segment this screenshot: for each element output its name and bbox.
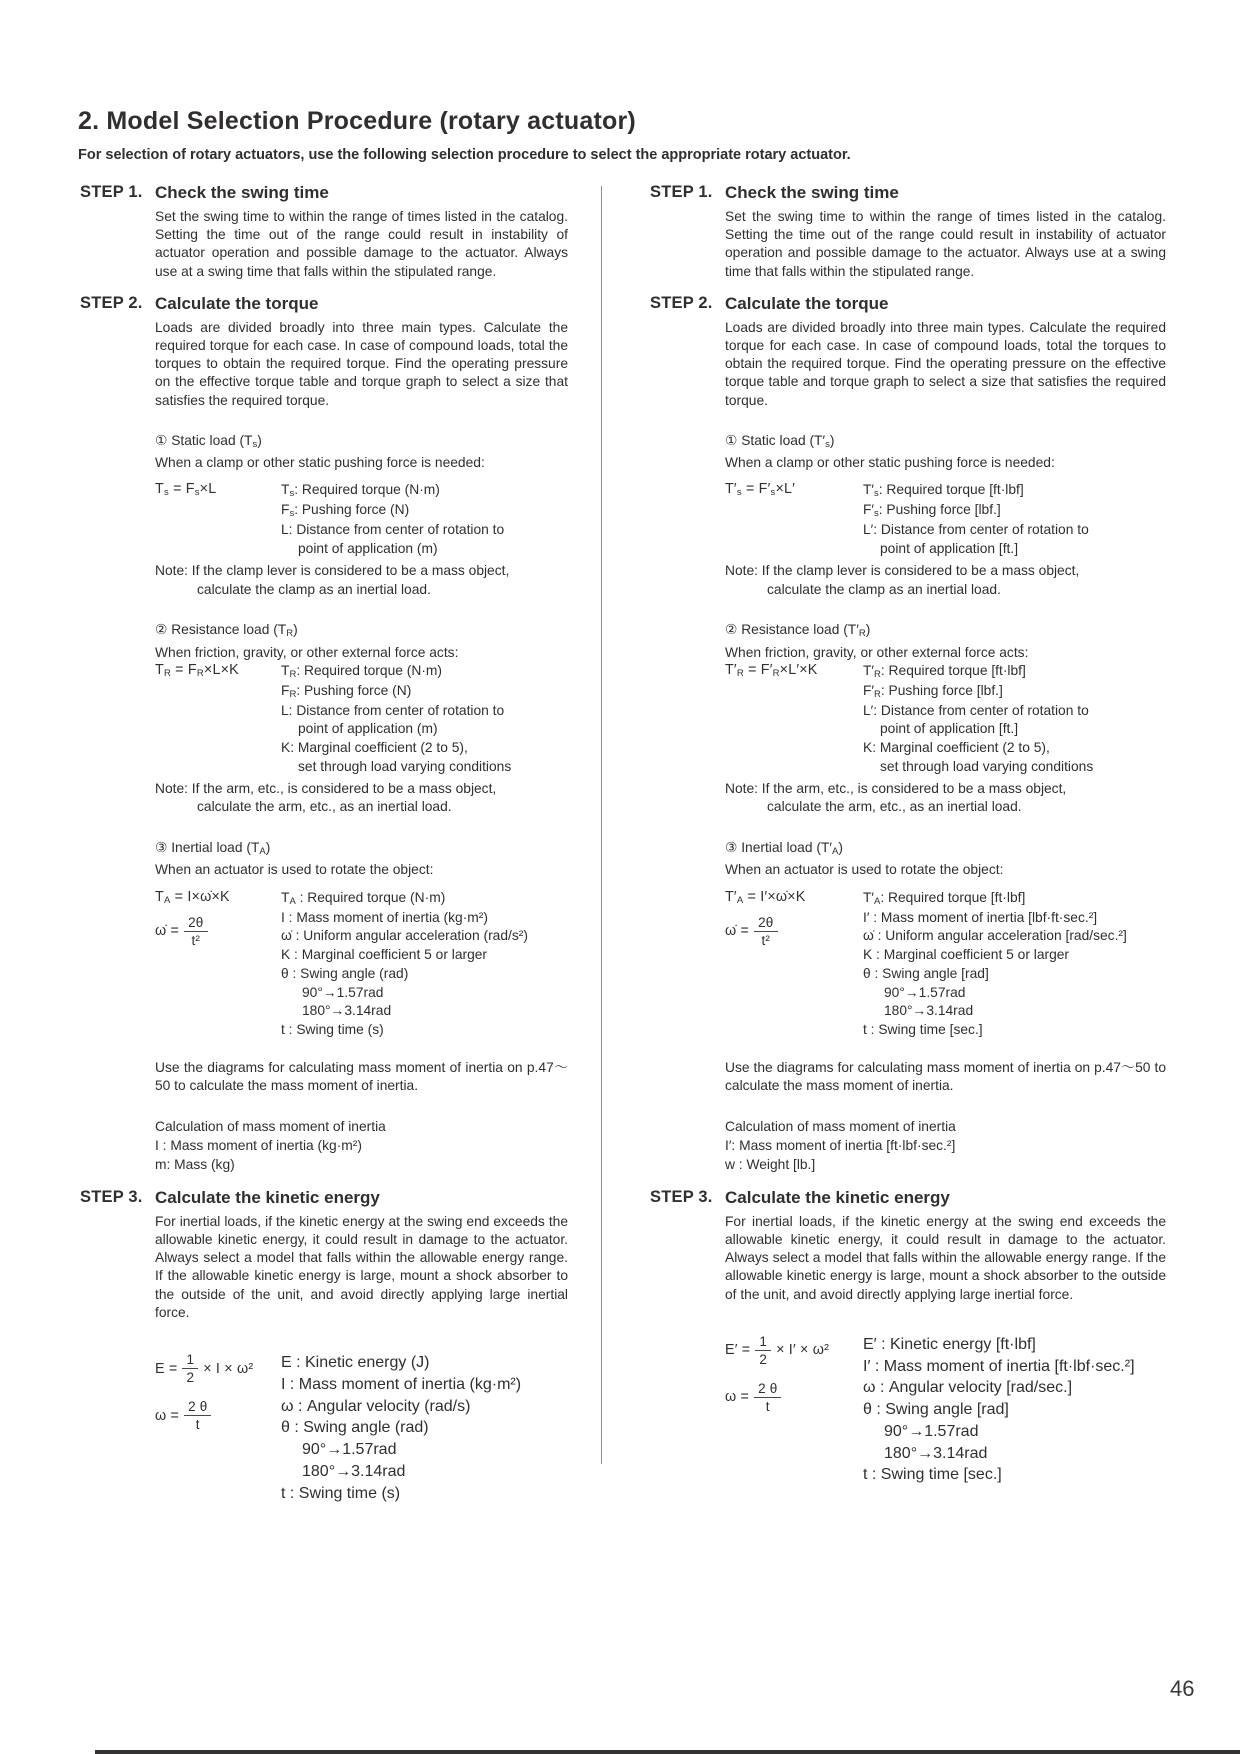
text-line: ω̇ : Uniform angular acceleration (rad/s²) bbox=[281, 928, 528, 944]
formula-rhs: × I × ω² bbox=[203, 1360, 254, 1377]
static-load-heading: ① Static load $(T'_s)$ bbox=[725, 432, 835, 450]
text-line: L: Distance from center of rotation to bbox=[281, 522, 505, 538]
inertial-load-formula: $T'_A$ = I′×ω̇×K bbox=[725, 888, 806, 906]
text-line: Note: If the clamp lever is considered to be a mass object, bbox=[155, 562, 510, 578]
text-line: K : Marginal coefficient 5 or larger bbox=[863, 947, 1070, 963]
text-line: 90°→1.57rad bbox=[302, 1441, 397, 1459]
step2-section-imperial bbox=[650, 294, 1166, 1175]
text-line: calculate the arm, etc., as an inertial load. bbox=[197, 799, 452, 815]
fraction-denominator: t² bbox=[761, 932, 771, 948]
text-line: point of application [ft.] bbox=[880, 721, 1019, 737]
step3-title: Calculate the kinetic energy bbox=[155, 1187, 380, 1207]
text-line: t : Swing time [sec.] bbox=[863, 1022, 983, 1038]
angular-acceleration-formula bbox=[725, 915, 863, 948]
inertial-load-formula: $T_A$ = I×ω̇×K bbox=[155, 888, 230, 906]
resistance-load-intro: When friction, gravity, or other external force acts: bbox=[725, 644, 1029, 660]
step2-label: STEP 2. bbox=[80, 293, 143, 312]
step3-label: STEP 3. bbox=[650, 1187, 713, 1206]
fraction bbox=[182, 1352, 198, 1385]
intro-text: For selection of rotary actuators, use the following selection procedure to select the appropriate rotary actuator. bbox=[78, 147, 851, 163]
text-line: I : Mass moment of inertia (kg·m²) bbox=[281, 1375, 522, 1393]
text-line: ω : Angular velocity [rad/sec.] bbox=[863, 1379, 1073, 1397]
text-line: 90°→1.57rad bbox=[302, 984, 384, 1000]
step2-section-si bbox=[80, 294, 568, 1175]
text-line: calculate the clamp as an inertial load. bbox=[767, 581, 1001, 597]
step3-heading-imperial bbox=[650, 1188, 1166, 1208]
text-line: $T'_A$: Required torque [ft·lbf] bbox=[863, 889, 1026, 907]
resistance-load-block bbox=[155, 620, 568, 817]
mass-moment-calc-block bbox=[155, 1117, 568, 1175]
fraction-denominator: 2 bbox=[759, 1351, 768, 1367]
text-line: K: Marginal coefficient (2 to 5), bbox=[863, 740, 1050, 756]
text-line: I′ : Mass moment of inertia [lbf·ft·sec.²] bbox=[863, 909, 1098, 925]
step3-section-imperial bbox=[650, 1188, 1166, 1486]
text-line: set through load varying conditions bbox=[880, 758, 1094, 774]
text-line: E′ : Kinetic energy [ft·lbf] bbox=[863, 1335, 1036, 1353]
fraction bbox=[754, 1381, 781, 1414]
text-line: θ : Swing angle [rad] bbox=[863, 1401, 1009, 1419]
static-load-definitions bbox=[281, 481, 568, 558]
step3-section-si bbox=[80, 1188, 568, 1504]
resistance-load-heading: ② Resistance load $(T'_R)$ bbox=[725, 622, 871, 640]
inertial-load-block bbox=[155, 838, 568, 1040]
formula-lhs: ω̇ = bbox=[155, 923, 180, 940]
resistance-load-heading: ② Resistance load $(T_R)$ bbox=[155, 622, 298, 640]
text-line: point of application [ft.] bbox=[880, 541, 1019, 556]
text-line: L′: Distance from center of rotation to bbox=[863, 522, 1089, 538]
angular-velocity-formula bbox=[725, 1381, 863, 1414]
static-load-block bbox=[155, 431, 568, 599]
static-load-formula: $T_s = F_s\times L$ bbox=[155, 481, 217, 499]
text-line: t : Swing time [sec.] bbox=[863, 1466, 1002, 1484]
step1-body: Set the swing time to within the range of times listed in the catalog. Setting the time out of the range could result in instability of actuator operation and possible damage to the actuator. Always use at a swing time that falls within the stipulated range. bbox=[155, 209, 568, 279]
text-line: 180°→3.14rad bbox=[884, 1003, 974, 1019]
fraction-numerator: 2 θ bbox=[184, 1399, 211, 1416]
formula-lhs: ω̇ = bbox=[725, 923, 750, 940]
text-line: ω : Angular velocity (rad/s) bbox=[281, 1397, 471, 1415]
text-line: $F'_s$: Pushing force [lbf.] bbox=[863, 502, 1001, 520]
kinetic-energy-formula bbox=[155, 1352, 281, 1385]
inertial-load-intro: When an actuator is used to rotate the object: bbox=[155, 862, 434, 878]
angular-acceleration-formula bbox=[155, 915, 281, 948]
fraction-numerator: 2θ bbox=[184, 915, 207, 932]
step1-heading-imperial bbox=[650, 183, 1166, 203]
column-si-units bbox=[80, 183, 568, 1517]
fraction bbox=[184, 915, 207, 948]
text-line: set through load varying conditions bbox=[298, 758, 512, 774]
text-line: calculate the clamp as an inertial load. bbox=[197, 581, 431, 597]
text-line: t : Swing time (s) bbox=[281, 1022, 384, 1038]
fraction-numerator: 1 bbox=[755, 1334, 771, 1351]
static-load-formula: $T'_s = F'_s\times L'$ bbox=[725, 481, 796, 499]
text-line: L: Distance from center of rotation to bbox=[281, 702, 505, 718]
mass-moment-calc-block bbox=[725, 1117, 1166, 1175]
text-line: θ : Swing angle (rad) bbox=[281, 965, 409, 981]
formula-lhs: ω = bbox=[725, 1389, 750, 1406]
fraction-denominator: t bbox=[765, 1398, 770, 1414]
text-line: t : Swing time (s) bbox=[281, 1484, 401, 1502]
fraction bbox=[755, 1334, 771, 1367]
inertial-load-definitions bbox=[863, 889, 1166, 1040]
step2-body: Loads are divided broadly into three main types. Calculate the required torque for each case. In case of compound loads, total the torques to obtain the required torque. Find the operating pressure on the effective torque table and torque graph to select a size that satisfies the required torque. bbox=[155, 319, 568, 408]
text-line: K: Marginal coefficient (2 to 5), bbox=[281, 740, 468, 756]
text-line: θ : Swing angle [rad] bbox=[863, 965, 989, 981]
page-number: 46 bbox=[1170, 1676, 1195, 1701]
step2-heading-si bbox=[80, 294, 568, 314]
text-line: $T_R$: Required torque (N·m) bbox=[281, 662, 442, 680]
text-line: $T_s$: Required torque (N·m) bbox=[281, 482, 440, 500]
resistance-load-formula: $T'_R = F'_R\times L'\times K$ bbox=[725, 661, 818, 679]
step2-body: Loads are divided broadly into three main types. Calculate the required torque for each case. In case of compound loads, total the torques to obtain the required torque. Find the operating pressure on the effective torque table and torque graph to select a size that satisfies the required torque. bbox=[725, 319, 1166, 408]
fraction-numerator: 2 θ bbox=[754, 1381, 781, 1398]
text-line: L′: Distance from center of rotation to bbox=[863, 702, 1089, 718]
text-line: 180°→3.14rad bbox=[884, 1444, 988, 1462]
fraction-denominator: t bbox=[195, 1417, 200, 1433]
formula-rhs: × I′ × ω² bbox=[776, 1342, 830, 1359]
text-line: I : Mass moment of inertia (kg·m²) bbox=[155, 1138, 362, 1154]
step1-section-si bbox=[80, 183, 568, 281]
mass-moment-calc-title: Calculation of mass moment of inertia bbox=[155, 1119, 386, 1135]
text-line: 180°→3.14rad bbox=[302, 1003, 392, 1019]
text-line: point of application (m) bbox=[298, 541, 438, 556]
resistance-load-block bbox=[725, 620, 1166, 817]
step1-title: Check the swing time bbox=[725, 183, 899, 202]
mass-moment-calc-lines bbox=[725, 1137, 1166, 1175]
formula-lhs: E = bbox=[155, 1360, 178, 1377]
text-line: 180°→3.14rad bbox=[302, 1462, 406, 1480]
kinetic-energy-definitions bbox=[863, 1334, 1166, 1486]
resistance-load-formula: $T_R = F_R\times L\times K$ bbox=[155, 661, 239, 679]
text-line: calculate the arm, etc., as an inertial load. bbox=[767, 799, 1022, 815]
text-line: Note: If the clamp lever is considered to be a mass object, bbox=[725, 562, 1080, 578]
text-line: $T_A$ : Required torque (N·m) bbox=[281, 889, 446, 907]
text-line: $F_R$: Pushing force (N) bbox=[281, 682, 412, 700]
text-line: K : Marginal coefficient 5 or larger bbox=[281, 947, 488, 963]
text-line: I : Mass moment of inertia (kg·m²) bbox=[281, 909, 488, 925]
mass-moment-reference-note: Use the diagrams for calculating mass moment of inertia on p.47～50 to calculate the mass moment of inertia. bbox=[725, 1059, 1166, 1094]
text-line: w : Weight [lb.] bbox=[725, 1157, 816, 1173]
text-line: I′: Mass moment of inertia [ft·lbf·sec.²] bbox=[725, 1138, 956, 1154]
text-line: point of application (m) bbox=[298, 721, 438, 737]
text-line: ω̇ : Uniform angular acceleration [rad/sec.²] bbox=[863, 928, 1127, 944]
step2-title: Calculate the torque bbox=[725, 293, 889, 313]
text-line: m: Mass (kg) bbox=[155, 1157, 235, 1173]
formula-lhs: ω = bbox=[155, 1407, 180, 1424]
text-line: $T'_R$: Required torque [ft·lbf] bbox=[863, 662, 1026, 680]
static-load-intro: When a clamp or other static pushing force is needed: bbox=[155, 455, 485, 471]
static-load-note bbox=[725, 562, 1166, 600]
fraction bbox=[184, 1399, 211, 1432]
fraction-numerator: 2θ bbox=[754, 915, 777, 932]
step3-heading-si bbox=[80, 1188, 568, 1208]
fraction-denominator: t² bbox=[191, 932, 201, 948]
kinetic-energy-formula bbox=[725, 1334, 863, 1367]
static-load-note bbox=[155, 562, 568, 600]
column-imperial-units bbox=[650, 183, 1166, 1499]
resistance-load-note bbox=[725, 780, 1166, 818]
mass-moment-calc-lines bbox=[155, 1137, 568, 1175]
resistance-load-intro: When friction, gravity, or other external force acts: bbox=[155, 644, 459, 660]
text-line: Note: If the arm, etc., is considered to be a mass object, bbox=[155, 780, 497, 796]
column-divider bbox=[601, 186, 602, 1464]
step2-title: Calculate the torque bbox=[155, 293, 319, 313]
fraction-denominator: 2 bbox=[186, 1370, 195, 1386]
step3-body: For inertial loads, if the kinetic energy at the swing end exceeds the allowable kinetic energy, it could result in damage to the actuator. Always select a model that falls within the allowable energy range. If the allowable kinetic energy is large, mount a shock absorber to the outside of the unit, and avoid directly applying large inertial force. bbox=[725, 1213, 1166, 1302]
inertial-load-block bbox=[725, 838, 1166, 1040]
mass-moment-reference-note: Use the diagrams for calculating mass moment of inertia on p.47～50 to calculate the mass moment of inertia. bbox=[155, 1059, 568, 1094]
page-bottom-edge bbox=[95, 1750, 1240, 1754]
fraction bbox=[754, 915, 777, 948]
resistance-load-note bbox=[155, 780, 568, 818]
step1-label: STEP 1. bbox=[80, 183, 143, 201]
kinetic-energy-definitions bbox=[281, 1352, 568, 1504]
text-line: $F'_R$: Pushing force [lbf.] bbox=[863, 682, 1003, 700]
step3-label: STEP 3. bbox=[80, 1187, 143, 1206]
resistance-load-definitions bbox=[863, 662, 1166, 777]
text-line: Note: If the arm, etc., is considered to be a mass object, bbox=[725, 780, 1067, 796]
text-line: 90°→1.57rad bbox=[884, 984, 966, 1000]
step2-heading-imperial bbox=[650, 294, 1166, 314]
fraction-numerator: 1 bbox=[182, 1352, 198, 1369]
mass-moment-calc-title: Calculation of mass moment of inertia bbox=[725, 1119, 956, 1135]
text-line: $F_s$: Pushing force (N) bbox=[281, 502, 410, 520]
text-line: $T'_s$: Required torque [ft·lbf] bbox=[863, 482, 1024, 500]
step2-label: STEP 2. bbox=[650, 293, 713, 312]
angular-velocity-formula bbox=[155, 1399, 281, 1432]
formula-lhs: E′ = bbox=[725, 1342, 751, 1359]
page-title: 2. Model Selection Procedure (rotary actuator) bbox=[78, 106, 636, 135]
step1-body: Set the swing time to within the range of times listed in the catalog. Setting the time out of the range could result in instability of actuator operation and possible damage to the actuator. Always use at a swing time that falls within the stipulated range. bbox=[725, 209, 1166, 279]
static-load-heading: ① Static load $(T_s)$ bbox=[155, 432, 262, 450]
inertial-load-definitions bbox=[281, 889, 568, 1040]
text-line: θ : Swing angle (rad) bbox=[281, 1419, 429, 1437]
step1-label: STEP 1. bbox=[650, 183, 713, 201]
inertial-load-intro: When an actuator is used to rotate the object: bbox=[725, 862, 1004, 878]
inertial-load-heading: ③ Inertial load $(T'_A)$ bbox=[725, 840, 843, 858]
step3-title: Calculate the kinetic energy bbox=[725, 1187, 950, 1207]
static-load-block bbox=[725, 431, 1166, 599]
text-line: 90°→1.57rad bbox=[884, 1422, 979, 1440]
inertial-load-heading: ③ Inertial load $(T_A)$ bbox=[155, 840, 271, 858]
text-line: E : Kinetic energy (J) bbox=[281, 1354, 430, 1372]
static-load-intro: When a clamp or other static pushing force is needed: bbox=[725, 455, 1055, 471]
static-load-definitions bbox=[863, 481, 1166, 558]
step1-heading-si bbox=[80, 183, 568, 203]
resistance-load-definitions bbox=[281, 662, 568, 777]
step3-body: For inertial loads, if the kinetic energy at the swing end exceeds the allowable kinetic energy, it could result in damage to the actuator. Always select a model that falls within the allowable energy range. If the allowable kinetic energy is large, mount a shock absorber to the outside of the unit, and avoid directly applying large inertial force. bbox=[155, 1213, 568, 1320]
step1-section-imperial bbox=[650, 183, 1166, 281]
step1-title: Check the swing time bbox=[155, 183, 329, 202]
text-line: I′ : Mass moment of inertia [ft·lbf·sec.²] bbox=[863, 1357, 1135, 1375]
